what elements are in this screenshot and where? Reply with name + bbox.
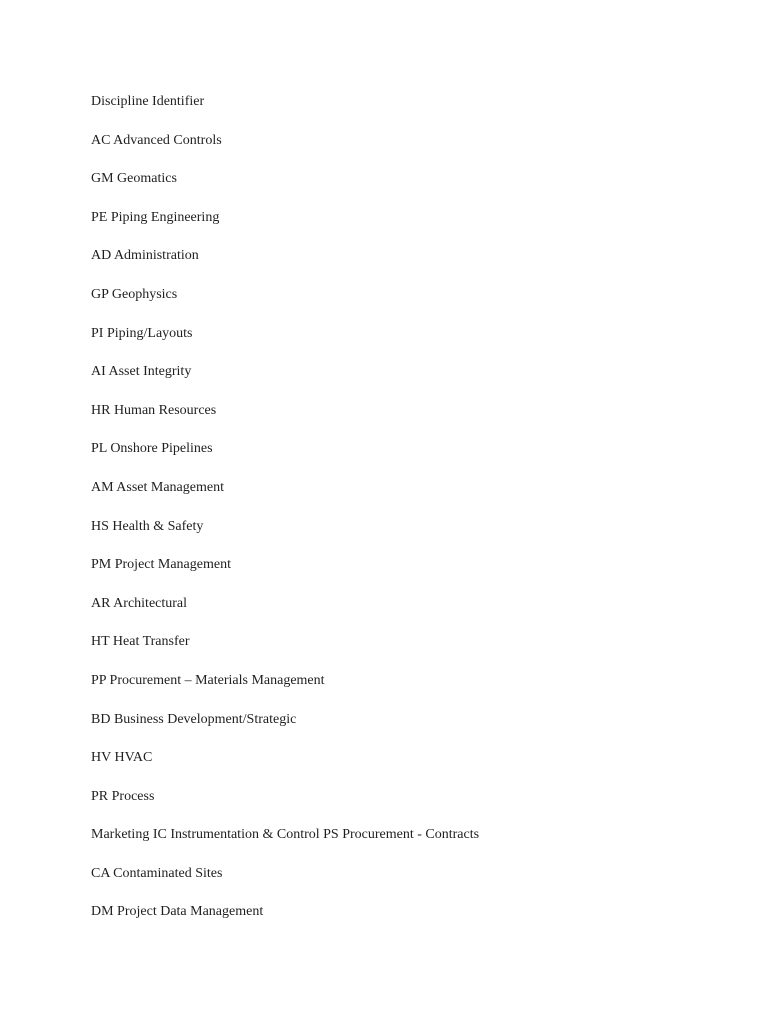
list-item: HS Health & Safety bbox=[91, 518, 204, 534]
list-item: PP Procurement – Materials Management bbox=[91, 672, 325, 688]
list-heading: Discipline Identifier bbox=[91, 94, 205, 109]
list-item: PM Project Management bbox=[91, 557, 231, 573]
list-item: GM Geomatics bbox=[91, 171, 177, 187]
list-item: HR Human Resources bbox=[91, 402, 217, 418]
list-item: PL Onshore Pipelines bbox=[91, 441, 213, 457]
list-item: PI Piping/Layouts bbox=[91, 325, 193, 341]
list-item: DM Project Data Management bbox=[91, 904, 264, 920]
list-item: AM Asset Management bbox=[91, 479, 224, 495]
list-item: HV HVAC bbox=[91, 750, 153, 766]
list-item: AD Administration bbox=[91, 248, 199, 264]
list-item: Marketing IC Instrumentation & Control PS Procurement - Contracts bbox=[91, 827, 480, 843]
list-item: CA Contaminated Sites bbox=[91, 865, 223, 881]
list-item: PE Piping Engineering bbox=[91, 209, 220, 225]
list-item: AC Advanced Controls bbox=[91, 132, 222, 148]
list-item: BD Business Development/Strategic bbox=[91, 711, 297, 727]
list-item: PR Process bbox=[91, 788, 155, 804]
list-item: HT Heat Transfer bbox=[91, 634, 190, 650]
list-item: AI Asset Integrity bbox=[91, 364, 192, 380]
discipline-list bbox=[91, 92, 479, 941]
list-item: GP Geophysics bbox=[91, 286, 178, 302]
list-item: AR Architectural bbox=[91, 595, 188, 611]
